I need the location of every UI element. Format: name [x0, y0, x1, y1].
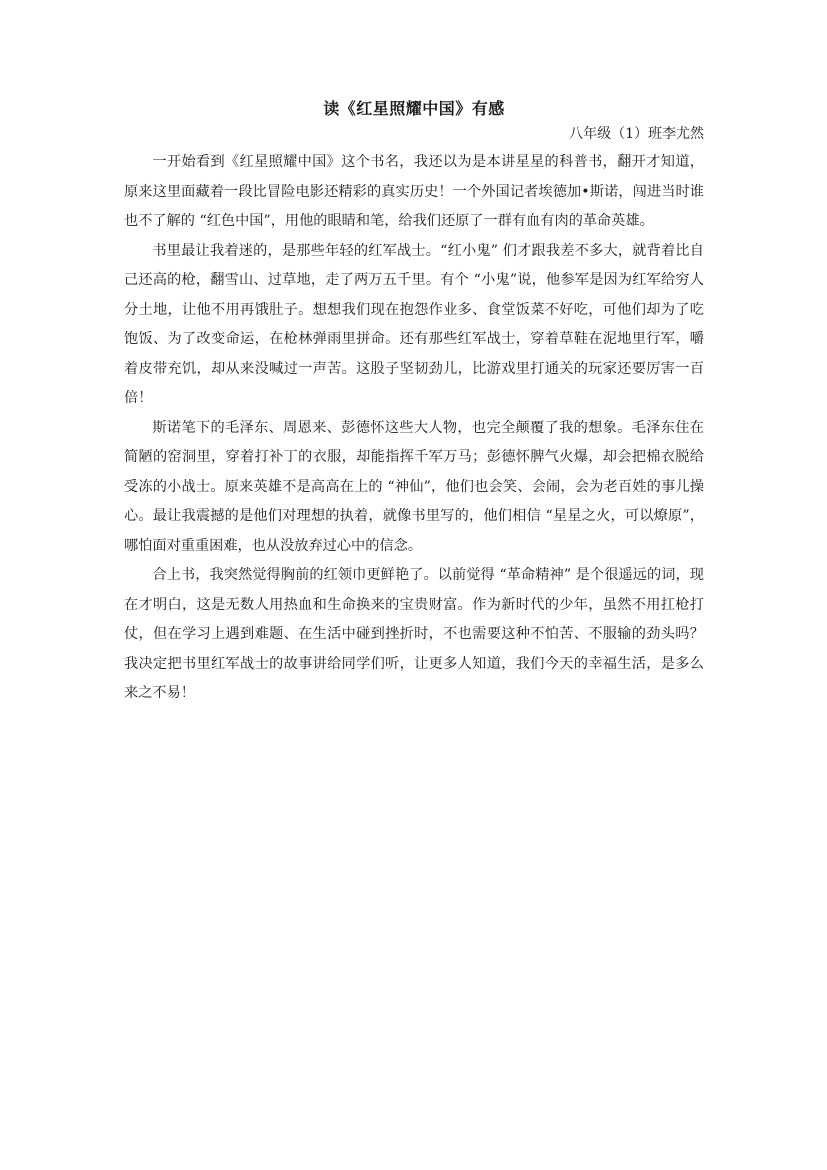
paragraph-4: 合上书，我突然觉得胸前的红领巾更鲜艳了。以前觉得 “革命精神” 是个很遥远的词，现在才明白，这是无数人用热血和生命换来的宝贵财富。作为新时代的少年，虽然不用扛枪打仗，但在学习上遇到难题、在生活中碰到挫折时，不也需要这种不怕苦、不服输的劲头吗？我决定把书里红军战士的故事讲给同学们听，让更多人知道，我们今天的幸福生活，是多么来之不易！ [124, 567, 704, 701]
paragraph-2: 书里最让我着迷的，是那些年轻的红军战士。“红小鬼” 们才跟我差不多大，就背着比自己还高的枪，翻雪山、过草地，走了两万五千里。有个 “小鬼”说，他参军是因为红军给穷人分土地，让他不用再饿肚子。想想我们现在抱怨作业多、食堂饭菜不好吃，可他们却为了吃饱饭、为了改变命运，在枪林弹雨里拼命。还有那些红军战士，穿着草鞋在泥地里行军，嚼着皮带充饥，却从来没喊过一声苦。这股子坚韧劲儿，比游戏里打通关的玩家还要厉害一百倍！ [124, 242, 704, 406]
paragraph-3: 斯诺笔下的毛泽东、周恩来、彭德怀这些大人物，也完全颠覆了我的想象。毛泽东住在简陋的窑洞里，穿着打补丁的衣服，却能指挥千军万马；彭德怀脾气火爆，却会把棉衣脱给受冻的小战士。原来英雄不是高高在上的 “神仙”，他们也会笑、会闹，会为老百姓的事儿操心。最让我震撼的是他们对理想的执着，就像书里写的，他们相信 “星星之火，可以燎原”，哪怕面对重重困难，也从没放弃过心中的信念。 [124, 419, 704, 554]
paragraph-1: 一开始看到《红星照耀中国》这个书名，我还以为是本讲星星的科普书，翻开才知道，原来这里面藏着一段比冒险电影还精彩的真实历史！一个外国记者埃德加•斯诺，闯进当时谁也不了解的 “红色中国”，用他的眼睛和笔，给我们还原了一群有血有肉的革命英雄。 [124, 154, 704, 229]
document-body [124, 96, 704, 709]
author-line: 八年级（1）班李尤然 [569, 126, 704, 142]
page-title: 读《红星照耀中国》有感 [323, 99, 505, 118]
